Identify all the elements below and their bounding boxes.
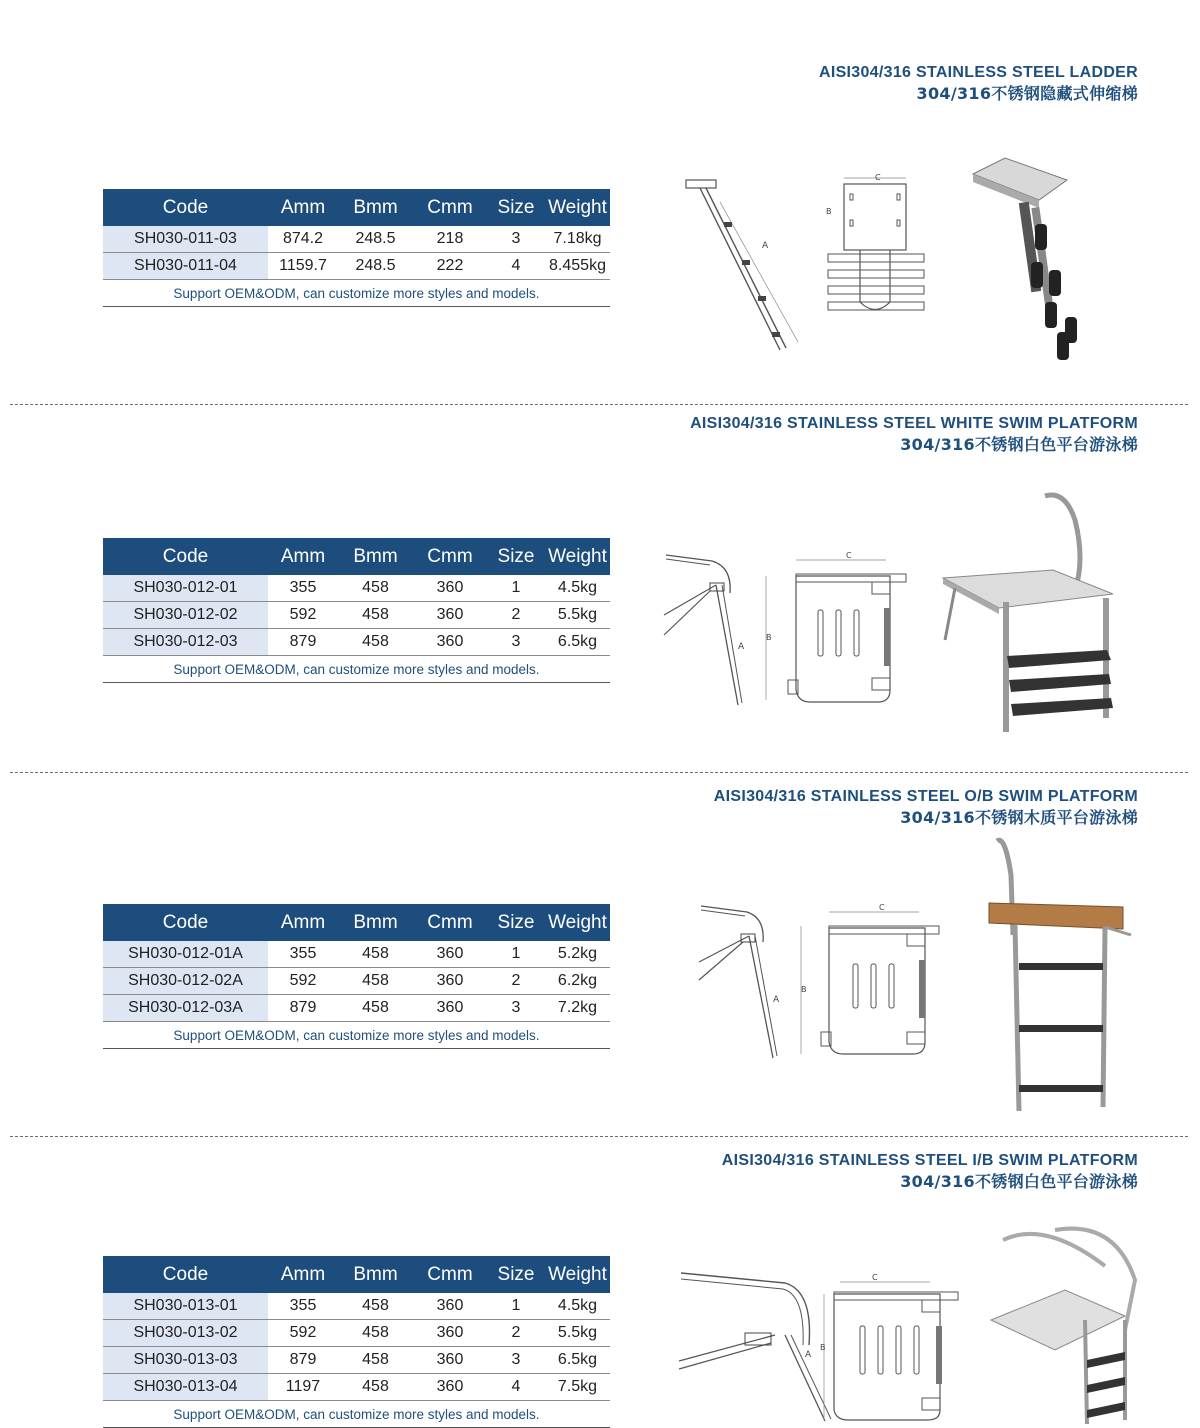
cell-weight: 7.18kg [545,226,610,253]
cell-bmm: 248.5 [338,253,413,280]
section-title-cn: 304/316不锈钢白色平台游泳梯 [900,435,1138,454]
cell-bmm: 248.5 [338,226,413,253]
ib-platform-photo [985,1220,1145,1428]
table-row [103,1347,610,1374]
cell-weight: 5.2kg [545,941,610,968]
section-divider [10,404,1188,405]
table-row [103,995,610,1022]
table-row [103,253,610,280]
col-bmm: Bmm [338,904,413,941]
col-amm: Amm [268,538,338,575]
section-divider [10,772,1188,773]
table-header [103,538,610,575]
col-weight: Weight [545,904,610,941]
table-row [103,575,610,602]
dim-label-a: A [773,995,780,1005]
ladder-side-drawing [680,172,805,357]
dim-label-b: B [820,1343,826,1352]
cell-bmm: 458 [338,1347,413,1374]
col-weight: Weight [545,189,610,226]
col-cmm: Cmm [413,189,487,226]
cell-weight: 5.5kg [545,602,610,629]
cell-cmm: 222 [413,253,487,280]
cell-code: SH030-013-04 [103,1374,268,1401]
col-amm: Amm [268,1256,338,1293]
cell-cmm: 360 [413,941,487,968]
table-note-row [103,656,610,683]
col-size: Size [487,904,545,941]
table-row [103,1293,610,1320]
dim-label-a: A [762,241,769,251]
cell-code: SH030-011-04 [103,253,268,280]
col-size: Size [487,538,545,575]
dim-label-b: B [801,985,807,994]
table-header [103,189,610,226]
spec-table-2 [103,538,610,683]
table-note-row [103,1022,610,1049]
cell-amm: 879 [268,1347,338,1374]
col-amm: Amm [268,904,338,941]
cell-amm: 874.2 [268,226,338,253]
table-header [103,904,610,941]
ladder-photo [965,152,1105,367]
cell-code: SH030-012-02 [103,602,268,629]
ib-platform-side-drawing [675,1265,835,1425]
dim-label-a: A [738,642,745,652]
cell-bmm: 458 [338,575,413,602]
table-row [103,968,610,995]
cell-weight: 4.5kg [545,1293,610,1320]
cell-size: 3 [487,1347,545,1374]
cell-code: SH030-013-02 [103,1320,268,1347]
col-amm: Amm [268,189,338,226]
cell-bmm: 458 [338,1374,413,1401]
cell-weight: 4.5kg [545,575,610,602]
dim-label-c: C [846,551,852,560]
section-title-cn: 304/316不锈钢隐藏式伸缩梯 [916,84,1138,103]
cell-amm: 592 [268,602,338,629]
cell-cmm: 360 [413,602,487,629]
col-weight: Weight [545,538,610,575]
oem-note: Support OEM&ODM, can customize more styles and models. [103,1401,610,1428]
cell-amm: 1159.7 [268,253,338,280]
cell-weight: 7.5kg [545,1374,610,1401]
cell-size: 2 [487,1320,545,1347]
cell-code: SH030-012-01 [103,575,268,602]
cell-size: 2 [487,968,545,995]
white-platform-photo [935,490,1150,740]
section-title-cn: 304/316不锈钢木质平台游泳梯 [900,808,1138,827]
col-code: Code [103,189,268,226]
cell-amm: 879 [268,995,338,1022]
oem-note: Support OEM&ODM, can customize more styles and models. [103,1022,610,1049]
cell-amm: 355 [268,575,338,602]
cell-size: 1 [487,941,545,968]
cell-bmm: 458 [338,602,413,629]
cell-code: SH030-012-02A [103,968,268,995]
table-row [103,602,610,629]
cell-amm: 355 [268,1293,338,1320]
section-title-en: AISI304/316 STAINLESS STEEL LADDER [818,64,1138,81]
cell-bmm: 458 [338,941,413,968]
cell-size: 4 [487,253,545,280]
col-cmm: Cmm [413,1256,487,1293]
cell-size: 3 [487,226,545,253]
dim-label-b: B [766,633,772,642]
table-row [103,629,610,656]
ladder-front-drawing [820,172,935,322]
ob-platform-photo [985,835,1135,1120]
table-row [103,226,610,253]
cell-amm: 592 [268,968,338,995]
cell-code: SH030-011-03 [103,226,268,253]
dim-label-c: C [879,903,885,912]
cell-weight: 6.5kg [545,629,610,656]
section-title-en: AISI304/316 STAINLESS STEEL WHITE SWIM PLATFORM [690,415,1138,432]
cell-cmm: 360 [413,1347,487,1374]
table-header [103,1256,610,1293]
col-size: Size [487,189,545,226]
cell-bmm: 458 [338,1320,413,1347]
section-divider [10,1136,1188,1137]
white-platform-front-drawing [760,548,910,708]
cell-code: SH030-013-01 [103,1293,268,1320]
cell-bmm: 458 [338,1293,413,1320]
cell-cmm: 360 [413,1374,487,1401]
col-code: Code [103,1256,268,1293]
col-cmm: Cmm [413,904,487,941]
cell-amm: 355 [268,941,338,968]
cell-weight: 5.5kg [545,1320,610,1347]
col-bmm: Bmm [338,538,413,575]
section-title-en: AISI304/316 STAINLESS STEEL O/B SWIM PLATFORM [713,788,1138,805]
oem-note: Support OEM&ODM, can customize more styles and models. [103,280,610,307]
cell-size: 1 [487,575,545,602]
cell-bmm: 458 [338,995,413,1022]
dim-label-c: C [872,1273,878,1282]
cell-bmm: 458 [338,968,413,995]
col-size: Size [487,1256,545,1293]
table-row [103,941,610,968]
cell-size: 3 [487,995,545,1022]
cell-weight: 8.455kg [545,253,610,280]
cell-cmm: 360 [413,995,487,1022]
col-code: Code [103,538,268,575]
cell-cmm: 360 [413,1293,487,1320]
cell-cmm: 360 [413,1320,487,1347]
cell-size: 2 [487,602,545,629]
table-note-row [103,280,610,307]
cell-weight: 7.2kg [545,995,610,1022]
table-row [103,1320,610,1347]
cell-cmm: 360 [413,968,487,995]
section-4-title [722,1150,1138,1192]
table-note-row [103,1401,610,1428]
cell-code: SH030-013-03 [103,1347,268,1374]
ob-platform-front-drawing [795,900,945,1060]
section-1-title [819,62,1138,104]
cell-cmm: 360 [413,629,487,656]
cell-weight: 6.2kg [545,968,610,995]
col-cmm: Cmm [413,538,487,575]
section-title-en: AISI304/316 STAINLESS STEEL I/B SWIM PLATFORM [721,1152,1138,1169]
col-bmm: Bmm [338,189,413,226]
col-code: Code [103,904,268,941]
col-weight: Weight [545,1256,610,1293]
cell-amm: 592 [268,1320,338,1347]
spec-table-4 [103,1256,610,1428]
cell-amm: 879 [268,629,338,656]
dim-label-b: B [826,207,832,216]
white-platform-side-drawing [660,545,750,710]
dim-label-c: C [875,173,881,182]
oem-note: Support OEM&ODM, can customize more styles and models. [103,656,610,683]
col-bmm: Bmm [338,1256,413,1293]
ob-platform-side-drawing [695,900,785,1065]
cell-weight: 6.5kg [545,1347,610,1374]
cell-cmm: 218 [413,226,487,253]
cell-amm: 1197 [268,1374,338,1401]
cell-cmm: 360 [413,575,487,602]
cell-code: SH030-012-03A [103,995,268,1022]
cell-bmm: 458 [338,629,413,656]
section-title-cn: 304/316不锈钢白色平台游泳梯 [900,1172,1138,1191]
spec-table-3 [103,904,610,1049]
cell-size: 1 [487,1293,545,1320]
dim-label-a: A [805,1350,812,1360]
section-2-title [690,413,1138,455]
spec-table-1 [103,189,610,307]
cell-code: SH030-012-01A [103,941,268,968]
cell-size: 3 [487,629,545,656]
cell-code: SH030-012-03 [103,629,268,656]
section-3-title [714,786,1138,828]
ib-platform-front-drawing [818,1270,968,1425]
cell-size: 4 [487,1374,545,1401]
table-row [103,1374,610,1401]
